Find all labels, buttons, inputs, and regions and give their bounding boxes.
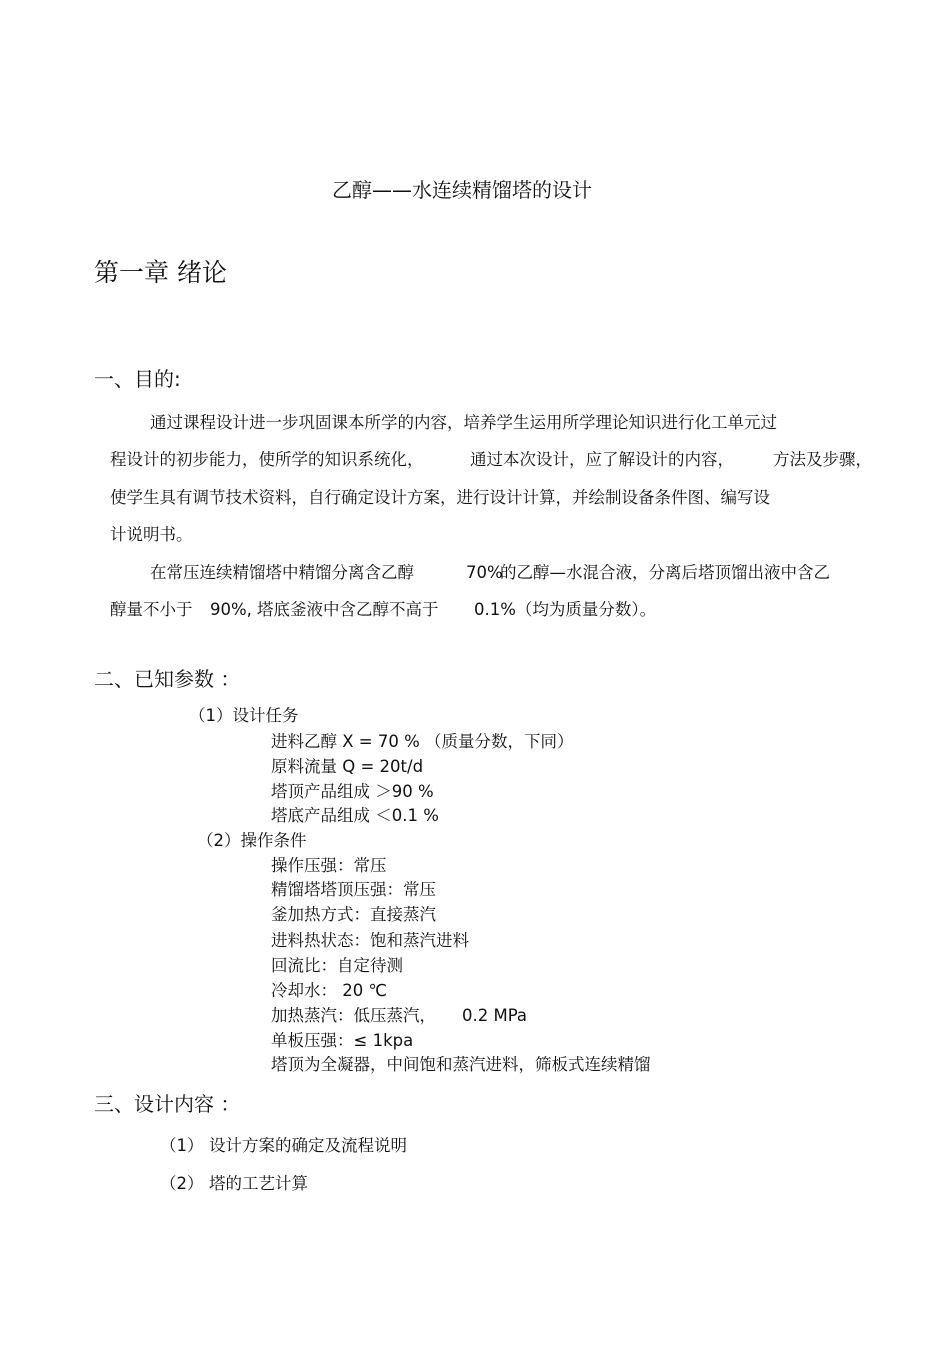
parameter-item: 塔顶产品组成 ＞90 % xyxy=(271,782,434,801)
condition-item: 加热蒸汽：低压蒸汽， xyxy=(271,1006,436,1025)
operating-conditions-label: （2）操作条件 xyxy=(197,831,307,850)
paragraph-value: 70% xyxy=(466,563,503,582)
section-heading-design-content: 三、设计内容 ： xyxy=(94,1092,241,1116)
condition-item: 进料热状态：饱和蒸汽进料 xyxy=(271,931,469,950)
condition-item: 塔顶为全凝器，中间饱和蒸汽进料，筛板式连续精馏 xyxy=(271,1055,651,1074)
content-item-text: 塔的工艺计算 xyxy=(209,1174,308,1193)
paragraph-line: 在常压连续精馏塔中精馏分离含乙醇 xyxy=(150,563,414,582)
condition-item: 单板压强：≤ 1kpa xyxy=(271,1031,414,1050)
design-task-label: （1）设计任务 xyxy=(189,706,299,725)
condition-item: 釜加热方式：直接蒸汽 xyxy=(271,905,436,924)
paragraph-line: 通过本次设计，应了解设计的内容， xyxy=(470,450,734,469)
paragraph-line: 0.1%（均为质量分数）。 xyxy=(474,600,657,619)
paragraph-line: 通过课程设计进一步巩固课本所学的内容，培养学生运用所学理论知识进行化工单元过 xyxy=(150,413,777,432)
paragraph-line: 使学生具有调节技术资料，自行确定设计方案，进行设计计算，并绘制设备条件图、编写设 xyxy=(110,488,770,507)
paragraph-line: 程设计的初步能力，使所学的知识系统化， xyxy=(110,450,424,469)
condition-item: 精馏塔塔顶压强：常压 xyxy=(271,880,436,899)
parameter-item: 进料乙醇 X = 70 % （质量分数，下同） xyxy=(271,732,574,751)
condition-item: 冷却水： 20 ℃ xyxy=(271,981,388,1000)
chapter-heading: 第一章 绪论 xyxy=(94,258,227,287)
paragraph-line: 计说明书。 xyxy=(110,525,193,544)
condition-value: 0.2 MPa xyxy=(462,1006,528,1025)
content-item-number: （2） xyxy=(160,1174,204,1193)
document-title: 乙醇——水连续精馏塔的设计 xyxy=(332,178,592,202)
section-heading-parameters: 二、已知参数 ： xyxy=(94,667,241,691)
content-item-number: （1） xyxy=(160,1136,204,1155)
paragraph-line: 塔底釜液中含乙醇不高于 xyxy=(257,600,439,619)
paragraph-line: 方法及步骤， xyxy=(773,450,872,469)
paragraph-line: 醇量不小于 xyxy=(110,600,193,619)
parameter-item: 原料流量 Q = 20t/d xyxy=(271,757,424,776)
content-item-text: 设计方案的确定及流程说明 xyxy=(209,1136,407,1155)
paragraph-value: 90%, xyxy=(210,600,252,619)
paragraph-line: 的乙醇—水混合液，分离后塔顶馏出液中含乙 xyxy=(500,563,830,582)
condition-item: 回流比：自定待测 xyxy=(271,956,403,975)
section-heading-purpose: 一、目的: xyxy=(94,367,181,391)
condition-item: 操作压强：常压 xyxy=(271,856,387,875)
parameter-item: 塔底产品组成 ＜0.1 % xyxy=(271,806,439,825)
